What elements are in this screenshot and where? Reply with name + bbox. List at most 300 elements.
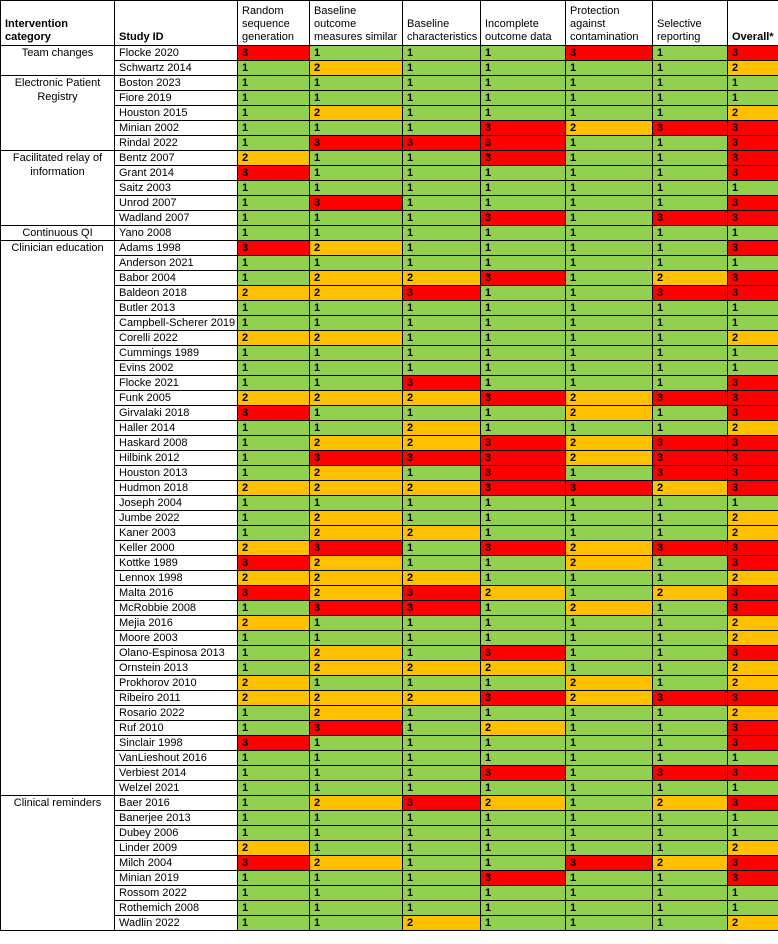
score-protection-contamination: 1 bbox=[566, 916, 653, 931]
score-baseline-characteristics: 1 bbox=[403, 316, 481, 331]
score-incomplete-outcome: 1 bbox=[481, 241, 566, 256]
score-random-sequence: 2 bbox=[238, 331, 310, 346]
score-incomplete-outcome: 2 bbox=[481, 661, 566, 676]
score-random-sequence: 1 bbox=[238, 466, 310, 481]
study-id: Lennox 1998 bbox=[115, 571, 238, 586]
score-incomplete-outcome: 1 bbox=[481, 571, 566, 586]
study-id: VanLieshout 2016 bbox=[115, 751, 238, 766]
score-selective-reporting: 1 bbox=[653, 226, 728, 241]
score-baseline-outcome: 2 bbox=[310, 691, 403, 706]
study-id: Cummings 1989 bbox=[115, 346, 238, 361]
score-overall: 1 bbox=[728, 256, 778, 271]
table-row bbox=[1, 391, 778, 406]
score-incomplete-outcome: 1 bbox=[481, 226, 566, 241]
score-selective-reporting: 3 bbox=[653, 286, 728, 301]
study-id: Corelli 2022 bbox=[115, 331, 238, 346]
score-incomplete-outcome: 3 bbox=[481, 271, 566, 286]
score-baseline-characteristics: 2 bbox=[403, 526, 481, 541]
table-row bbox=[1, 856, 778, 871]
score-overall: 2 bbox=[728, 61, 778, 76]
table-row bbox=[1, 811, 778, 826]
table-row bbox=[1, 91, 778, 106]
score-overall: 3 bbox=[728, 151, 778, 166]
score-random-sequence: 2 bbox=[238, 841, 310, 856]
table-row bbox=[1, 496, 778, 511]
score-incomplete-outcome: 3 bbox=[481, 541, 566, 556]
score-random-sequence: 1 bbox=[238, 901, 310, 916]
score-overall: 2 bbox=[728, 676, 778, 691]
table-row bbox=[1, 841, 778, 856]
score-baseline-characteristics: 2 bbox=[403, 271, 481, 286]
score-incomplete-outcome: 3 bbox=[481, 691, 566, 706]
table-row bbox=[1, 541, 778, 556]
study-id: Girvalaki 2018 bbox=[115, 406, 238, 421]
score-protection-contamination: 1 bbox=[566, 376, 653, 391]
score-incomplete-outcome: 3 bbox=[481, 391, 566, 406]
study-id: Anderson 2021 bbox=[115, 256, 238, 271]
study-id: Grant 2014 bbox=[115, 166, 238, 181]
score-selective-reporting: 1 bbox=[653, 841, 728, 856]
score-incomplete-outcome: 1 bbox=[481, 856, 566, 871]
table-row bbox=[1, 601, 778, 616]
score-incomplete-outcome: 1 bbox=[481, 601, 566, 616]
study-id: Rossom 2022 bbox=[115, 886, 238, 901]
score-incomplete-outcome: 1 bbox=[481, 901, 566, 916]
table-row bbox=[1, 631, 778, 646]
table-row bbox=[1, 361, 778, 376]
score-baseline-outcome: 3 bbox=[310, 541, 403, 556]
score-overall: 3 bbox=[728, 121, 778, 136]
score-baseline-outcome: 1 bbox=[310, 316, 403, 331]
score-incomplete-outcome: 3 bbox=[481, 466, 566, 481]
score-protection-contamination: 1 bbox=[566, 166, 653, 181]
table-row bbox=[1, 121, 778, 136]
score-incomplete-outcome: 1 bbox=[481, 676, 566, 691]
score-selective-reporting: 3 bbox=[653, 211, 728, 226]
table-row bbox=[1, 316, 778, 331]
score-protection-contamination: 1 bbox=[566, 421, 653, 436]
score-overall: 3 bbox=[728, 481, 778, 496]
score-baseline-characteristics: 1 bbox=[403, 901, 481, 916]
score-overall: 3 bbox=[728, 406, 778, 421]
score-selective-reporting: 1 bbox=[653, 136, 728, 151]
table-row bbox=[1, 481, 778, 496]
score-incomplete-outcome: 1 bbox=[481, 421, 566, 436]
score-incomplete-outcome: 1 bbox=[481, 346, 566, 361]
score-baseline-outcome: 1 bbox=[310, 901, 403, 916]
study-id: Babor 2004 bbox=[115, 271, 238, 286]
score-protection-contamination: 2 bbox=[566, 391, 653, 406]
score-incomplete-outcome: 1 bbox=[481, 196, 566, 211]
score-selective-reporting: 1 bbox=[653, 496, 728, 511]
score-random-sequence: 1 bbox=[238, 886, 310, 901]
score-baseline-outcome: 2 bbox=[310, 61, 403, 76]
score-baseline-outcome: 1 bbox=[310, 676, 403, 691]
score-overall: 3 bbox=[728, 466, 778, 481]
score-overall: 1 bbox=[728, 886, 778, 901]
score-incomplete-outcome: 1 bbox=[481, 76, 566, 91]
score-overall: 3 bbox=[728, 271, 778, 286]
score-incomplete-outcome: 1 bbox=[481, 496, 566, 511]
score-random-sequence: 1 bbox=[238, 211, 310, 226]
score-baseline-characteristics: 1 bbox=[403, 346, 481, 361]
score-selective-reporting: 1 bbox=[653, 151, 728, 166]
score-overall: 1 bbox=[728, 91, 778, 106]
score-incomplete-outcome: 2 bbox=[481, 721, 566, 736]
intervention-category: Clinical reminders bbox=[1, 796, 115, 931]
study-id: Saitz 2003 bbox=[115, 181, 238, 196]
score-protection-contamination: 1 bbox=[566, 271, 653, 286]
score-overall: 3 bbox=[728, 601, 778, 616]
score-overall: 3 bbox=[728, 736, 778, 751]
score-baseline-outcome: 3 bbox=[310, 601, 403, 616]
score-protection-contamination: 1 bbox=[566, 706, 653, 721]
score-incomplete-outcome: 1 bbox=[481, 826, 566, 841]
score-protection-contamination: 1 bbox=[566, 61, 653, 76]
score-baseline-outcome: 1 bbox=[310, 496, 403, 511]
score-selective-reporting: 1 bbox=[653, 676, 728, 691]
score-baseline-characteristics: 1 bbox=[403, 121, 481, 136]
score-overall: 1 bbox=[728, 76, 778, 91]
score-incomplete-outcome: 1 bbox=[481, 841, 566, 856]
score-random-sequence: 1 bbox=[238, 766, 310, 781]
score-selective-reporting: 3 bbox=[653, 691, 728, 706]
score-overall: 3 bbox=[728, 451, 778, 466]
score-baseline-characteristics: 1 bbox=[403, 841, 481, 856]
score-protection-contamination: 1 bbox=[566, 346, 653, 361]
score-baseline-outcome: 1 bbox=[310, 76, 403, 91]
score-selective-reporting: 1 bbox=[653, 181, 728, 196]
study-id: Hilbink 2012 bbox=[115, 451, 238, 466]
score-baseline-characteristics: 1 bbox=[403, 826, 481, 841]
score-baseline-outcome: 1 bbox=[310, 886, 403, 901]
intervention-category: Facilitated relay of information bbox=[1, 151, 115, 226]
table-row bbox=[1, 886, 778, 901]
study-id: Ribeiro 2011 bbox=[115, 691, 238, 706]
score-baseline-characteristics: 1 bbox=[403, 751, 481, 766]
score-random-sequence: 1 bbox=[238, 661, 310, 676]
score-baseline-characteristics: 1 bbox=[403, 61, 481, 76]
score-selective-reporting: 1 bbox=[653, 256, 728, 271]
score-incomplete-outcome: 1 bbox=[481, 181, 566, 196]
score-incomplete-outcome: 1 bbox=[481, 106, 566, 121]
score-random-sequence: 1 bbox=[238, 361, 310, 376]
score-random-sequence: 1 bbox=[238, 226, 310, 241]
score-incomplete-outcome: 1 bbox=[481, 706, 566, 721]
score-baseline-outcome: 1 bbox=[310, 346, 403, 361]
score-overall: 1 bbox=[728, 361, 778, 376]
score-protection-contamination: 1 bbox=[566, 286, 653, 301]
score-baseline-outcome: 1 bbox=[310, 871, 403, 886]
score-baseline-characteristics: 1 bbox=[403, 241, 481, 256]
table-row bbox=[1, 721, 778, 736]
score-protection-contamination: 1 bbox=[566, 226, 653, 241]
score-selective-reporting: 1 bbox=[653, 91, 728, 106]
score-baseline-outcome: 2 bbox=[310, 511, 403, 526]
score-baseline-characteristics: 1 bbox=[403, 766, 481, 781]
score-baseline-outcome: 1 bbox=[310, 151, 403, 166]
header-category: Intervention category bbox=[1, 1, 115, 46]
score-random-sequence: 3 bbox=[238, 241, 310, 256]
score-overall: 3 bbox=[728, 136, 778, 151]
score-protection-contamination: 2 bbox=[566, 676, 653, 691]
score-baseline-outcome: 2 bbox=[310, 556, 403, 571]
score-protection-contamination: 2 bbox=[566, 691, 653, 706]
score-selective-reporting: 1 bbox=[653, 601, 728, 616]
score-baseline-characteristics: 2 bbox=[403, 481, 481, 496]
table-row bbox=[1, 466, 778, 481]
score-selective-reporting: 3 bbox=[653, 766, 728, 781]
score-protection-contamination: 1 bbox=[566, 751, 653, 766]
score-baseline-characteristics: 1 bbox=[403, 331, 481, 346]
score-overall: 1 bbox=[728, 226, 778, 241]
score-baseline-outcome: 2 bbox=[310, 856, 403, 871]
score-random-sequence: 1 bbox=[238, 376, 310, 391]
score-incomplete-outcome: 1 bbox=[481, 751, 566, 766]
score-incomplete-outcome: 1 bbox=[481, 916, 566, 931]
score-protection-contamination: 1 bbox=[566, 736, 653, 751]
score-baseline-outcome: 1 bbox=[310, 376, 403, 391]
score-random-sequence: 2 bbox=[238, 151, 310, 166]
study-id: Boston 2023 bbox=[115, 76, 238, 91]
score-protection-contamination: 1 bbox=[566, 811, 653, 826]
table-row bbox=[1, 826, 778, 841]
score-incomplete-outcome: 1 bbox=[481, 631, 566, 646]
score-overall: 2 bbox=[728, 916, 778, 931]
score-baseline-outcome: 2 bbox=[310, 646, 403, 661]
score-overall: 3 bbox=[728, 286, 778, 301]
score-overall: 2 bbox=[728, 571, 778, 586]
score-overall: 3 bbox=[728, 766, 778, 781]
score-protection-contamination: 1 bbox=[566, 526, 653, 541]
study-id: Ruf 2010 bbox=[115, 721, 238, 736]
score-protection-contamination: 3 bbox=[566, 481, 653, 496]
score-random-sequence: 1 bbox=[238, 256, 310, 271]
score-baseline-characteristics: 1 bbox=[403, 46, 481, 61]
table-row bbox=[1, 241, 778, 256]
score-incomplete-outcome: 1 bbox=[481, 556, 566, 571]
score-baseline-outcome: 2 bbox=[310, 391, 403, 406]
score-baseline-outcome: 2 bbox=[310, 796, 403, 811]
study-id: Funk 2005 bbox=[115, 391, 238, 406]
score-selective-reporting: 1 bbox=[653, 61, 728, 76]
table-row bbox=[1, 301, 778, 316]
score-protection-contamination: 1 bbox=[566, 316, 653, 331]
study-id: Fiore 2019 bbox=[115, 91, 238, 106]
score-overall: 3 bbox=[728, 241, 778, 256]
study-id: Flocke 2020 bbox=[115, 46, 238, 61]
score-random-sequence: 1 bbox=[238, 61, 310, 76]
study-id: Unrod 2007 bbox=[115, 196, 238, 211]
score-incomplete-outcome: 1 bbox=[481, 616, 566, 631]
score-incomplete-outcome: 3 bbox=[481, 481, 566, 496]
study-id: Flocke 2021 bbox=[115, 376, 238, 391]
header-protection-contamination: Protection against contamination bbox=[566, 1, 653, 46]
study-id: Hudmon 2018 bbox=[115, 481, 238, 496]
score-random-sequence: 1 bbox=[238, 871, 310, 886]
score-random-sequence: 1 bbox=[238, 631, 310, 646]
score-selective-reporting: 1 bbox=[653, 331, 728, 346]
table-row bbox=[1, 691, 778, 706]
study-id: Kottke 1989 bbox=[115, 556, 238, 571]
study-id: Butler 2013 bbox=[115, 301, 238, 316]
score-random-sequence: 2 bbox=[238, 286, 310, 301]
study-id: Minian 2019 bbox=[115, 871, 238, 886]
score-baseline-outcome: 1 bbox=[310, 916, 403, 931]
score-protection-contamination: 1 bbox=[566, 781, 653, 796]
score-baseline-outcome: 1 bbox=[310, 811, 403, 826]
intervention-category: Electronic Patient Registry bbox=[1, 76, 115, 151]
score-baseline-characteristics: 1 bbox=[403, 631, 481, 646]
score-random-sequence: 1 bbox=[238, 601, 310, 616]
score-baseline-characteristics: 1 bbox=[403, 556, 481, 571]
table-row bbox=[1, 706, 778, 721]
score-overall: 2 bbox=[728, 841, 778, 856]
study-id: Evins 2002 bbox=[115, 361, 238, 376]
score-overall: 3 bbox=[728, 586, 778, 601]
score-selective-reporting: 1 bbox=[653, 616, 728, 631]
score-selective-reporting: 1 bbox=[653, 721, 728, 736]
score-random-sequence: 1 bbox=[238, 181, 310, 196]
table-row bbox=[1, 646, 778, 661]
score-protection-contamination: 1 bbox=[566, 586, 653, 601]
score-overall: 1 bbox=[728, 811, 778, 826]
score-incomplete-outcome: 1 bbox=[481, 361, 566, 376]
table-row bbox=[1, 526, 778, 541]
study-id: Kaner 2003 bbox=[115, 526, 238, 541]
score-random-sequence: 1 bbox=[238, 751, 310, 766]
score-baseline-outcome: 3 bbox=[310, 451, 403, 466]
score-selective-reporting: 3 bbox=[653, 451, 728, 466]
score-selective-reporting: 1 bbox=[653, 706, 728, 721]
score-incomplete-outcome: 1 bbox=[481, 316, 566, 331]
score-protection-contamination: 1 bbox=[566, 871, 653, 886]
study-id: Milch 2004 bbox=[115, 856, 238, 871]
table-row bbox=[1, 196, 778, 211]
score-incomplete-outcome: 3 bbox=[481, 136, 566, 151]
score-selective-reporting: 1 bbox=[653, 871, 728, 886]
score-baseline-outcome: 1 bbox=[310, 751, 403, 766]
score-baseline-characteristics: 1 bbox=[403, 226, 481, 241]
score-random-sequence: 1 bbox=[238, 826, 310, 841]
score-baseline-characteristics: 1 bbox=[403, 736, 481, 751]
score-incomplete-outcome: 1 bbox=[481, 256, 566, 271]
study-id: Ornstein 2013 bbox=[115, 661, 238, 676]
intervention-category: Clinician education bbox=[1, 241, 115, 796]
score-baseline-characteristics: 2 bbox=[403, 661, 481, 676]
score-overall: 2 bbox=[728, 421, 778, 436]
table-row bbox=[1, 286, 778, 301]
score-baseline-outcome: 3 bbox=[310, 196, 403, 211]
score-incomplete-outcome: 1 bbox=[481, 331, 566, 346]
score-overall: 1 bbox=[728, 901, 778, 916]
score-overall: 2 bbox=[728, 616, 778, 631]
score-baseline-characteristics: 1 bbox=[403, 616, 481, 631]
score-baseline-outcome: 1 bbox=[310, 301, 403, 316]
score-overall: 1 bbox=[728, 346, 778, 361]
study-id: Wadlin 2022 bbox=[115, 916, 238, 931]
table-body bbox=[1, 46, 778, 931]
score-overall: 3 bbox=[728, 541, 778, 556]
score-selective-reporting: 1 bbox=[653, 406, 728, 421]
score-baseline-characteristics: 1 bbox=[403, 646, 481, 661]
study-id: Keller 2000 bbox=[115, 541, 238, 556]
score-baseline-characteristics: 3 bbox=[403, 451, 481, 466]
score-selective-reporting: 1 bbox=[653, 556, 728, 571]
score-random-sequence: 1 bbox=[238, 76, 310, 91]
score-incomplete-outcome: 1 bbox=[481, 166, 566, 181]
score-baseline-outcome: 1 bbox=[310, 631, 403, 646]
table-row bbox=[1, 136, 778, 151]
score-baseline-characteristics: 1 bbox=[403, 301, 481, 316]
score-baseline-characteristics: 2 bbox=[403, 916, 481, 931]
study-id: Haller 2014 bbox=[115, 421, 238, 436]
study-id: Schwartz 2014 bbox=[115, 61, 238, 76]
table-row bbox=[1, 46, 778, 61]
score-random-sequence: 3 bbox=[238, 856, 310, 871]
score-incomplete-outcome: 1 bbox=[481, 886, 566, 901]
score-baseline-characteristics: 1 bbox=[403, 886, 481, 901]
table-row bbox=[1, 436, 778, 451]
score-incomplete-outcome: 3 bbox=[481, 436, 566, 451]
score-overall: 1 bbox=[728, 316, 778, 331]
score-overall: 2 bbox=[728, 526, 778, 541]
score-incomplete-outcome: 1 bbox=[481, 526, 566, 541]
score-random-sequence: 1 bbox=[238, 496, 310, 511]
score-selective-reporting: 1 bbox=[653, 751, 728, 766]
score-protection-contamination: 1 bbox=[566, 511, 653, 526]
study-id: Rindal 2022 bbox=[115, 136, 238, 151]
table-row bbox=[1, 871, 778, 886]
score-baseline-characteristics: 1 bbox=[403, 706, 481, 721]
score-protection-contamination: 1 bbox=[566, 496, 653, 511]
score-random-sequence: 2 bbox=[238, 571, 310, 586]
score-selective-reporting: 1 bbox=[653, 661, 728, 676]
score-random-sequence: 1 bbox=[238, 796, 310, 811]
score-selective-reporting: 1 bbox=[653, 106, 728, 121]
score-overall: 1 bbox=[728, 781, 778, 796]
study-id: McRobbie 2008 bbox=[115, 601, 238, 616]
study-id: Joseph 2004 bbox=[115, 496, 238, 511]
score-random-sequence: 2 bbox=[238, 676, 310, 691]
score-baseline-characteristics: 2 bbox=[403, 571, 481, 586]
score-protection-contamination: 2 bbox=[566, 121, 653, 136]
score-protection-contamination: 2 bbox=[566, 406, 653, 421]
score-incomplete-outcome: 1 bbox=[481, 781, 566, 796]
score-incomplete-outcome: 3 bbox=[481, 451, 566, 466]
score-overall: 3 bbox=[728, 391, 778, 406]
table-row bbox=[1, 556, 778, 571]
score-baseline-characteristics: 1 bbox=[403, 466, 481, 481]
score-overall: 2 bbox=[728, 706, 778, 721]
score-baseline-outcome: 1 bbox=[310, 361, 403, 376]
score-selective-reporting: 1 bbox=[653, 421, 728, 436]
score-incomplete-outcome: 3 bbox=[481, 766, 566, 781]
score-random-sequence: 3 bbox=[238, 406, 310, 421]
score-baseline-characteristics: 2 bbox=[403, 436, 481, 451]
score-protection-contamination: 1 bbox=[566, 91, 653, 106]
score-baseline-outcome: 1 bbox=[310, 121, 403, 136]
table-row bbox=[1, 751, 778, 766]
score-baseline-characteristics: 1 bbox=[403, 871, 481, 886]
score-random-sequence: 1 bbox=[238, 136, 310, 151]
score-baseline-outcome: 1 bbox=[310, 181, 403, 196]
score-baseline-outcome: 1 bbox=[310, 46, 403, 61]
score-baseline-characteristics: 1 bbox=[403, 541, 481, 556]
table-row bbox=[1, 61, 778, 76]
study-id: Mejia 2016 bbox=[115, 616, 238, 631]
score-random-sequence: 1 bbox=[238, 91, 310, 106]
